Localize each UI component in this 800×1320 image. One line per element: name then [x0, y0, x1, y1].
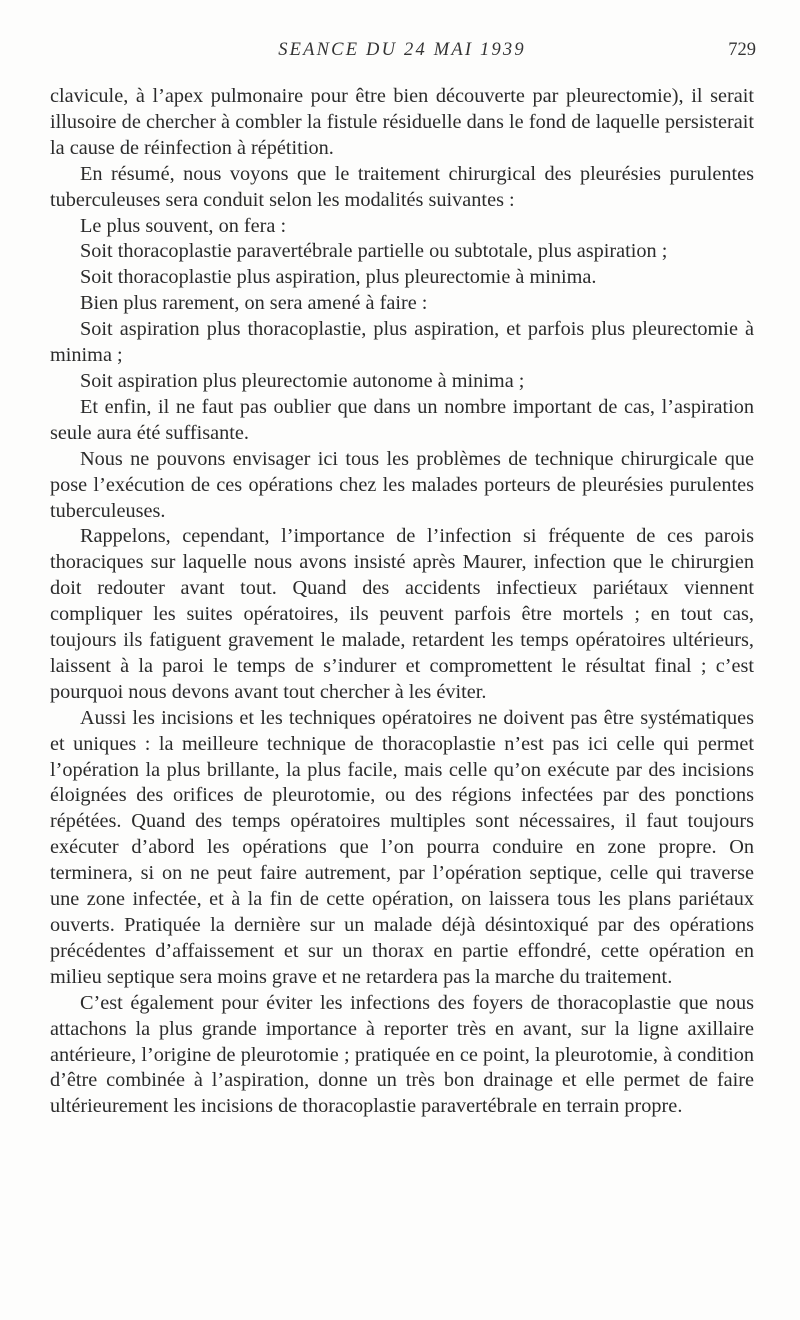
- paragraph: Soit aspiration plus pleurectomie autonome à minima ;: [80, 369, 525, 392]
- paragraph: Aussi les incisions et les techniques opératoires ne doivent pas être systématiques et uniques : la meilleure technique de thoracoplastie n’est pas ici celle qui permet l’opération la plus brillante, la plus facile, mais celle qu’on exécute par des incisions éloignées des orifices de pleurotomie, ou des régions infectées par des ponctions répétées. Quand des temps opératoires multiples sont nécessaires, il faut toujours exécuter d’abord les opérations que l’on pourra conduire en zone propre. On terminera, si on ne peut faire autrement, par l’opération septique, celle qui traverse une zone infectée, et à la fin de cette opération, on laissera tous les plans pariétaux ouverts. Pratiquée la dernière sur un malade déjà désintoxiqué par des opérations précédentes d’affaissement et sur un thorax en partie effondré, cette opération en milieu septique sera moins grave et ne retardera pas la marche du traitement.: [50, 706, 754, 988]
- paragraph: Et enfin, il ne faut pas oublier que dans un nombre important de cas, l’aspiration seule aura été suffisante.: [50, 395, 754, 444]
- paragraph: C’est également pour éviter les infections des foyers de thoracoplastie que nous attachons la plus grande importance à reporter très en avant, sur la ligne axillaire antérieure, l’origine de pleurotomie ; pratiquée en ce point, la pleurotomie, à condition d’être combinée à l’aspiration, donne un très bon drainage et elle permet de faire ultérieurement les incisions de thoracoplastie paravertébrale en terrain propre.: [50, 991, 754, 1118]
- page-number: 729: [728, 40, 756, 60]
- paragraph: Soit thoracoplastie plus aspiration, plus pleurectomie à minima.: [80, 266, 597, 289]
- paragraph: clavicule, à l’apex pulmonaire pour être bien découverte par pleurectomie), il serait illusoire de chercher à combler la fistule résiduelle dans le fond de laquelle persisterait la cause de réinfection à répétition.: [50, 85, 754, 159]
- paragraph: Le plus souvent, on fera :: [80, 214, 287, 237]
- body-text: [50, 84, 754, 1120]
- paragraph: Rappelons, cependant, l’importance de l’infection si fréquente de ces parois thoraciques sur laquelle nous avons insisté après Maurer, infection que le chirurgien doit redouter avant tout. Quand des accidents infectieux pariétaux viennent compliquer les suites opératoires, ils peuvent parfois être mortels ; en tout cas, toujours ils fatiguent gravement le malade, retardent les temps opératoires ultérieurs, laissent à la paroi le temps de s’indurer et compromettent le résultat final ; c’est pourquoi nous devons avant tout chercher à les éviter.: [50, 525, 754, 703]
- paragraph: En résumé, nous voyons que le traitement chirurgical des pleurésies purulentes tuberculeuses sera conduit selon les modalités suivantes :: [50, 162, 754, 211]
- running-head: [48, 40, 756, 66]
- paragraph: Nous ne pouvons envisager ici tous les problèmes de technique chirurgicale que pose l’exécution de ces opérations chez les malades porteurs de pleurésies purulentes tuberculeuses.: [50, 447, 754, 522]
- paragraph: Soit aspiration plus thoracoplastie, plus aspiration, et parfois plus pleurectomie à minima ;: [50, 318, 754, 367]
- running-title: SEANCE DU 24 MAI 1939: [278, 40, 526, 60]
- paragraph: Soit thoracoplastie paravertébrale partielle ou subtotale, plus aspiration ;: [80, 240, 668, 263]
- paragraph: Bien plus rarement, on sera amené à faire :: [80, 292, 428, 315]
